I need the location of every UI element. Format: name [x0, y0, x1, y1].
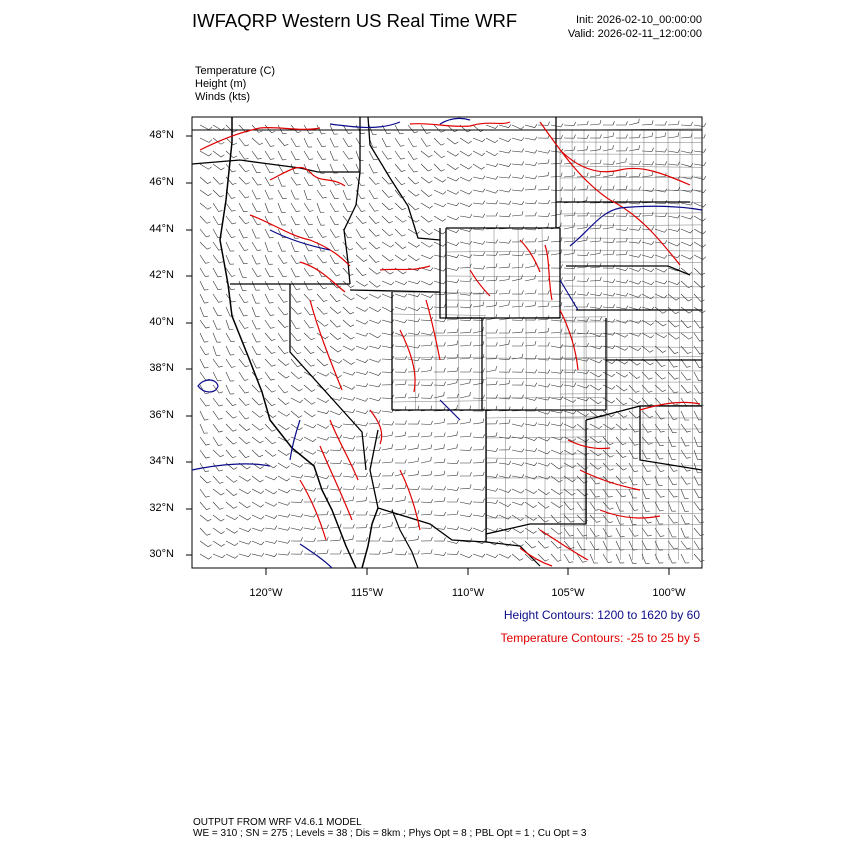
lat-label-46n: 46°N	[149, 176, 174, 188]
model-config: WE = 310 ; SN = 275 ; Levels = 38 ; Dis = 8km ; Phys Opt = 8 ; PBL Opt = 1 ; Cu Opt = 3	[193, 828, 587, 839]
lat-label-36n: 36°N	[149, 409, 174, 421]
map-panel	[192, 117, 706, 568]
lat-label-34n: 34°N	[149, 455, 174, 467]
lon-label-100w: 100°W	[652, 587, 686, 599]
height-contours-legend: Height Contours: 1200 to 1620 by 60	[503, 608, 700, 622]
field-label-winds: Winds (kts)	[195, 91, 250, 103]
model-info: OUTPUT FROM WRF V4.6.1 MODEL	[193, 817, 362, 828]
field-label-height: Height (m)	[195, 78, 247, 90]
lat-label-44n: 44°N	[149, 223, 174, 235]
lon-label-115w: 115°W	[350, 587, 384, 599]
lat-label-32n: 32°N	[149, 502, 174, 514]
lat-label-42n: 42°N	[149, 269, 174, 281]
lon-label-110w: 110°W	[451, 587, 485, 599]
valid-time: Valid: 2026-02-11_12:00:00	[567, 28, 702, 40]
map-title: IWFAQRP Western US Real Time WRF	[192, 10, 518, 31]
lat-label-48n: 48°N	[149, 129, 174, 141]
init-time: Init: 2026-02-10_00:00:00	[576, 14, 702, 26]
temperature-contours-legend: Temperature Contours: -25 to 25 by 5	[500, 631, 700, 645]
lon-label-105w: 105°W	[551, 587, 585, 599]
lon-label-120w: 120°W	[249, 587, 283, 599]
lat-label-30n: 30°N	[149, 548, 174, 560]
field-label-temperature: Temperature (C)	[195, 65, 276, 77]
lat-label-40n: 40°N	[149, 316, 174, 328]
lat-label-38n: 38°N	[149, 362, 174, 374]
